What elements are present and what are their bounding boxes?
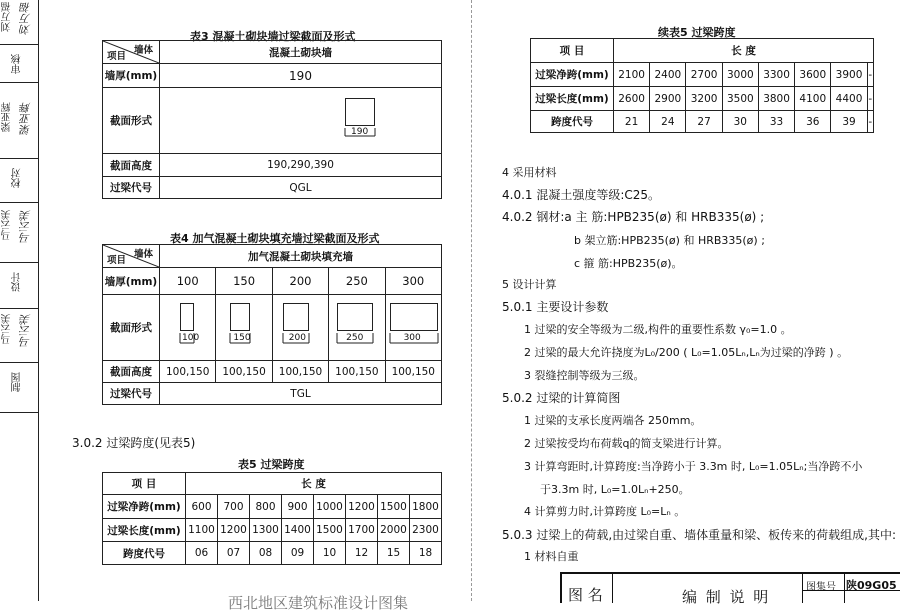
section-rect — [345, 98, 375, 126]
section-diagram-150: 150 — [216, 295, 272, 361]
signature-sidebar — [0, 0, 39, 601]
drawing-name: 编 制 说 明 — [682, 588, 771, 606]
sidebar-cell: 刘万福 刘万福 — [0, 0, 38, 45]
table3: 墙体 项目 混凝土砌块墙 墙厚(mm) 190 截面形式 190 截面高度 190,290,390 过梁代号 QGL — [102, 40, 442, 199]
clause-502: 5.0.2 过梁的计算简图 — [502, 391, 621, 405]
clause-501-3: 3 裂缝控制等级为三级。 — [524, 369, 645, 382]
table3-section-diagram: 190 — [160, 88, 442, 154]
clause-503: 5.0.3 过梁上的荷载,由过梁自重、墙体重量和梁、板传来的荷载组成,其中: — [502, 528, 897, 542]
table3-header: 混凝土砌块墙 — [160, 41, 442, 64]
clause-502-2: 2 过梁按受均布荷载q的简支梁进行计算。 — [524, 437, 729, 450]
table4-header: 加气混凝土砌块填充墙 — [160, 245, 442, 268]
clause-501: 5.0.1 主要设计参数 — [502, 300, 609, 314]
sidebar-cell: 马云美 马云美 — [0, 308, 38, 363]
table4-corner: 墙体 项目 — [103, 245, 160, 268]
clause-501-1: 1 过梁的安全等级为二级,构件的重要性系数 γ₀=1.0 。 — [524, 323, 792, 336]
clause-402: 4.0.2 钢材:a 主 筋:HPB235(ø) 和 HRB335(ø) ; — [502, 210, 765, 224]
clause-502-4: 4 计算剪力时,计算跨度 L₀=Lₙ 。 — [524, 505, 686, 518]
section-302: 3.0.2 过梁跨度(见表5) — [72, 436, 196, 450]
heading-5: 5 设计计算 — [502, 278, 557, 291]
atlas-number: 陕09G05 — [846, 579, 897, 592]
section-diagram-200: 200 — [272, 295, 328, 361]
title-block — [560, 572, 900, 606]
clause-502-3-cont: 于3.3m 时, L₀=1.0Lₙ+250。 — [540, 483, 690, 496]
clause-502-1: 1 过梁的支承长度两端各 250mm。 — [524, 414, 702, 427]
clause-502-3: 3 计算弯距时,计算跨度:当净跨小于 3.3m 时, L₀=1.05Lₙ;当净跨不小 — [524, 460, 863, 473]
section-diagram-100: 100 — [160, 295, 216, 361]
heading-4: 4 采用材料 — [502, 166, 557, 179]
sidebar-cell: 校对 — [0, 158, 38, 203]
sidebar-cell: 审核 — [0, 44, 38, 83]
table5b-title: 续表5 过梁跨度 — [658, 26, 736, 39]
clause-402-c: c 箍 筋:HPB235(ø)。 — [574, 257, 683, 270]
section-diagram-250: 250 — [329, 295, 385, 361]
clause-401: 4.0.1 混凝土强度等级:C25。 — [502, 188, 661, 202]
table4-title: 表4 加气混凝土砌块填充墙过梁截面及形式 — [170, 232, 380, 245]
sidebar-cell: 设计 — [0, 262, 38, 309]
clause-501-2: 2 过梁的最大允许挠度为L₀/200 ( L₀=1.05Lₙ,Lₙ为过梁的净跨 ) 。 — [524, 346, 849, 359]
table3-corner: 墙体 项目 — [103, 41, 160, 64]
table5: 项 目 长 度 过梁净跨(mm) 600 700 800 900 1000 1200 1500 1800 过梁长度(mm) 1100 1200 1300 1400 1500 1700 2000 2300 跨度代号 06 07 08 09 10 12 15 18 — [102, 472, 442, 565]
table5-title: 表5 过梁跨度 — [238, 458, 305, 471]
table4: 墙体 项目 加气混凝土砌块填充墙 墙厚(mm) 100 150 200 250 300 截面形式 100 150 200 250 300 截面高度 100,150 100,150 100,150 100,150 100,150 过梁代号 TGL — [102, 244, 442, 405]
clause-402-b: b 架立筋:HPB235(ø) 和 HRB335(ø) ; — [574, 234, 765, 247]
atlas-number-label: 图集号 — [806, 582, 836, 593]
section-diagram-300: 300 — [385, 295, 441, 361]
sidebar-cell: 制图 — [0, 362, 38, 413]
table3-title: 表3 混凝土砌块墙过梁截面及形式 — [190, 30, 356, 43]
table5b: 项 目 长 度 过梁净跨(mm) 2100 2400 2700 3000 3300 3600 3900 - 过梁长度(mm) 2600 2900 3200 3500 3800 4100 4400 - 跨度代号 21 24 27 30 33 36 39 - — [530, 38, 874, 133]
clause-503-1: 1 材料自重 — [524, 550, 579, 563]
drawing-name-label: 图 名 — [568, 586, 603, 604]
column-divider — [471, 0, 472, 601]
footer-fragment: 西北地区建筑标准设计图集 — [228, 594, 409, 612]
sidebar-cell: 梁亚辉 梁亚辉 — [0, 82, 38, 159]
sidebar-cell: 马云美 马云美 — [0, 202, 38, 263]
